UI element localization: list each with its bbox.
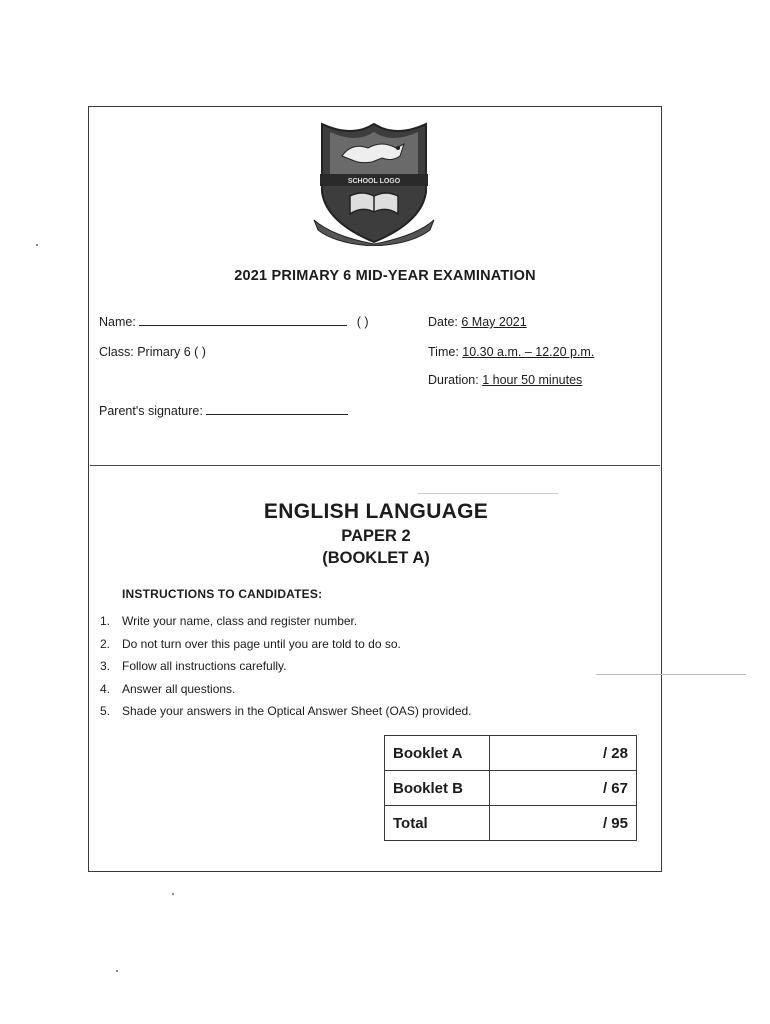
score-label: Booklet B: [385, 771, 490, 806]
scan-speck: [172, 893, 174, 895]
date-value: 6 May 2021: [461, 315, 527, 329]
booklet-label: (BOOKLET A): [322, 549, 430, 567]
score-row-booklet-b: [385, 771, 637, 806]
instruction-text: Follow all instructions carefully.: [122, 659, 287, 673]
parent-signature-blank[interactable]: [206, 404, 348, 415]
instruction-item: [100, 682, 472, 705]
instruction-number: 3.: [100, 659, 111, 673]
instruction-text: Do not turn over this page until you are told to do so.: [122, 636, 401, 651]
parent-signature-label: Parent's signature:: [99, 404, 203, 418]
instruction-item: [100, 659, 472, 682]
instruction-item: [100, 637, 472, 660]
register-bracket: ( ): [356, 315, 369, 329]
class-label: Class: Primary 6 ( ): [99, 345, 206, 359]
instruction-number: 4.: [100, 681, 111, 696]
time-label: Time:: [428, 345, 459, 359]
paper-number: PAPER 2: [341, 527, 411, 545]
instructions-list: [100, 614, 472, 727]
exam-title: 2021 PRIMARY 6 MID-YEAR EXAMINATION: [234, 268, 536, 284]
scan-speck: [36, 244, 38, 246]
instruction-text: Answer all questions.: [122, 681, 236, 696]
instruction-number: 2.: [100, 636, 111, 651]
score-label: Booklet A: [385, 736, 490, 771]
score-total: / 28: [490, 736, 637, 771]
duration-label: Duration:: [428, 373, 479, 387]
section-divider: [90, 465, 660, 466]
duration-value: 1 hour 50 minutes: [482, 373, 583, 387]
instruction-text: Write your name, class and register number.: [122, 614, 358, 628]
instructions-heading: INSTRUCTIONS TO CANDIDATES:: [122, 587, 323, 601]
instruction-item: [100, 704, 472, 727]
score-label: Total: [385, 806, 490, 841]
name-label: Name:: [99, 315, 136, 329]
score-total: / 67: [490, 771, 637, 806]
date-row: [428, 315, 527, 329]
duration-row: [428, 373, 582, 387]
crest-motto-text: SCHOOL LOGO: [347, 178, 401, 185]
name-blank[interactable]: [139, 315, 347, 326]
school-crest-logo: [312, 118, 436, 246]
instruction-number: 5.: [100, 704, 111, 718]
score-row-total: [385, 806, 637, 841]
parent-signature-row: [99, 404, 348, 418]
instruction-item: [100, 614, 472, 637]
subject-title: ENGLISH LANGUAGE: [263, 500, 489, 523]
instruction-number: 1.: [100, 614, 111, 628]
time-row: [428, 345, 594, 359]
time-value: 10.30 a.m. – 12.20 p.m.: [462, 345, 595, 359]
date-label: Date:: [428, 315, 458, 329]
score-row-booklet-a: [385, 736, 637, 771]
instruction-text: Shade your answers in the Optical Answer Sheet (OAS) provided.: [122, 704, 472, 718]
score-total: / 95: [490, 806, 637, 841]
name-row: [99, 315, 369, 329]
class-row: [99, 345, 206, 359]
scan-speck: [116, 970, 118, 972]
scan-speck: [596, 674, 746, 675]
scan-speck: [418, 493, 558, 494]
score-table: [384, 735, 637, 841]
